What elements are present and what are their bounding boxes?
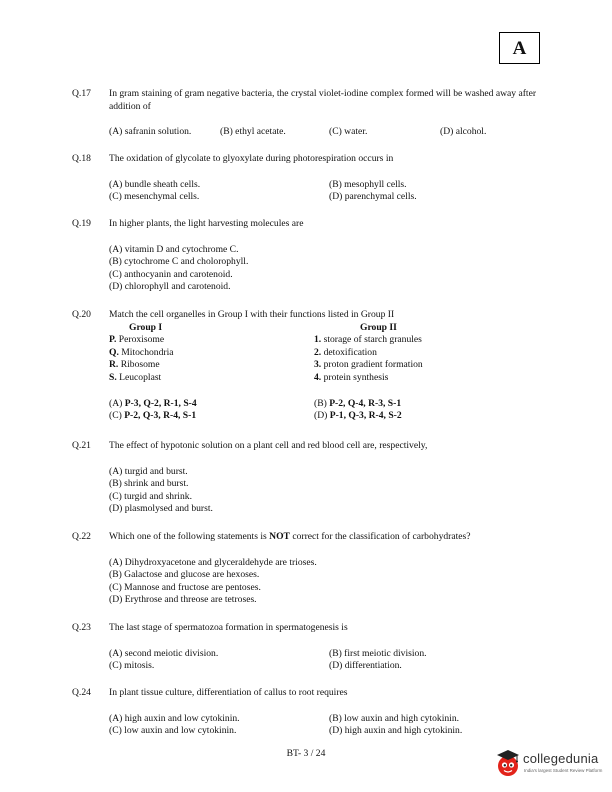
option-a: (A) safranin solution.: [109, 126, 192, 138]
item-value: detoxification: [321, 346, 377, 358]
question-20: [72, 309, 552, 423]
option-a: (A) second meiotic division.: [109, 647, 219, 659]
option-c: (C) mitosis.: [109, 660, 155, 672]
collegedunia-logo: [494, 746, 612, 786]
option-d: (D) Erythrose and threose are tetroses.: [109, 594, 257, 606]
question-number: Q.21: [72, 440, 91, 451]
page-footer: BT- 3 / 24: [286, 748, 326, 759]
option-c: (C) low auxin and low cytokinin.: [109, 725, 237, 737]
question-number: Q.18: [72, 153, 91, 164]
option-label: (D): [314, 410, 330, 422]
question-24: [72, 687, 552, 738]
option-label: (A): [109, 397, 125, 409]
group-1-item: [109, 347, 314, 360]
logo-tagline: India's largest Student Review Platform: [524, 768, 603, 773]
item-key: 2.: [314, 346, 322, 358]
question-text: The oxidation of glycolate to glyoxylate during photorespiration occurs in: [109, 153, 394, 164]
group-1-item: [109, 372, 314, 385]
set-label: A: [512, 37, 527, 59]
option-value: P-2, Q-4, R-3, S-1: [329, 397, 402, 409]
item-value: Leucoplast: [116, 371, 162, 383]
option-c: (C) water.: [329, 126, 368, 138]
option-b: (B) first meiotic division.: [329, 647, 427, 659]
option-label: (C): [109, 410, 125, 422]
item-value: storage of starch granules: [321, 334, 422, 346]
question-text: In higher plants, the light harvesting molecules are: [109, 218, 304, 229]
group-1-item: [109, 359, 314, 372]
option-d: (D) plasmolysed and burst.: [109, 503, 213, 515]
item-key: Q.: [109, 346, 119, 358]
question-text-part: Which one of the following statements is: [109, 531, 270, 542]
option-value: P-2, Q-3, R-4, S-1: [124, 410, 197, 422]
question-text: In plant tissue culture, differentiation of callus to root requires: [109, 687, 348, 698]
option-c: (C) turgid and shrink.: [109, 490, 192, 502]
question-23: [72, 622, 552, 673]
question-text-part: correct for the classification of carbohydrates?: [289, 531, 471, 542]
item-key: 3.: [314, 359, 322, 371]
question-22: [72, 531, 552, 607]
option-b: (B) ethyl acetate.: [220, 126, 286, 138]
item-key: 1.: [314, 334, 322, 346]
option-c: [109, 410, 314, 423]
question-text: Match the cell organelles in Group I with their functions listed in Group II: [109, 309, 395, 320]
question-text: The effect of hypotonic solution on a plant cell and red blood cell are, respectively,: [109, 440, 428, 451]
item-value: Mitochondria: [118, 346, 174, 358]
option-c: (C) anthocyanin and carotenoid.: [109, 268, 233, 280]
option-b: [314, 398, 401, 411]
item-key: P.: [109, 334, 117, 346]
option-d: (D) parenchymal cells.: [329, 191, 417, 203]
option-c: (C) mesenchymal cells.: [109, 191, 200, 203]
option-label: (B): [314, 397, 330, 409]
question-text-emphasis: NOT: [269, 531, 290, 542]
option-a: (A) vitamin D and cytochrome C.: [109, 243, 239, 255]
option-b: (B) mesophyll cells.: [329, 178, 407, 190]
question-number: Q.23: [72, 622, 91, 633]
option-b: (B) cytochrome C and cholorophyll.: [109, 256, 249, 268]
item-key: 4.: [314, 371, 322, 383]
set-label-box: [499, 32, 540, 64]
question-17: [72, 88, 552, 139]
question-number: Q.24: [72, 687, 91, 698]
item-value: protein synthesis: [321, 371, 389, 383]
option-d: (D) alcohol.: [440, 126, 487, 138]
option-a: (A) bundle sheath cells.: [109, 178, 201, 190]
option-a: (A) turgid and burst.: [109, 465, 188, 477]
group-2-title: Group II: [360, 321, 397, 333]
option-a: (A) Dihydroxyacetone and glyceraldehyde are trioses.: [109, 556, 317, 568]
group-2-item: [314, 372, 388, 385]
option-a: [109, 398, 314, 411]
item-value: Ribosome: [118, 359, 160, 371]
option-b: (B) shrink and burst.: [109, 478, 189, 490]
option-b: (B) Galactose and glucose are hexoses.: [109, 569, 260, 581]
graduate-mascot-icon: [494, 748, 522, 778]
logo-name: collegedunia: [523, 751, 599, 766]
question-18: [72, 153, 552, 204]
option-d: [314, 410, 402, 423]
group-2-item: [314, 334, 422, 347]
question-text: In gram staining of gram negative bacteria, the crystal violet-iodine complex formed will be washed away after addition of: [109, 88, 537, 112]
option-d: (D) high auxin and high cytokinin.: [329, 725, 463, 737]
question-number: Q.19: [72, 218, 91, 229]
question-number: Q.22: [72, 531, 91, 542]
question-21: [72, 440, 552, 516]
question-text: [109, 531, 552, 544]
group-1-item: [109, 334, 314, 347]
item-key: R.: [109, 359, 119, 371]
option-d: (D) chlorophyll and carotenoid.: [109, 281, 231, 293]
group-2-item: [314, 359, 423, 372]
match-table: [109, 322, 552, 385]
group-2-item: [314, 347, 377, 360]
question-19: [72, 218, 552, 294]
group-1-title: Group I: [129, 321, 163, 333]
option-value: P-1, Q-3, R-4, S-2: [329, 410, 402, 422]
option-a: (A) high auxin and low cytokinin.: [109, 712, 240, 724]
option-b: (B) low auxin and high cytokinin.: [329, 712, 460, 724]
item-value: Peroxisome: [116, 334, 165, 346]
item-value: proton gradient formation: [321, 359, 423, 371]
option-c: (C) Mannose and fructose are pentoses.: [109, 581, 261, 593]
option-value: P-3, Q-2, R-1, S-4: [124, 397, 197, 409]
question-text: The last stage of spermatozoa formation in spermatogenesis is: [109, 622, 348, 633]
option-d: (D) differentiation.: [329, 660, 402, 672]
question-number: Q.20: [72, 309, 91, 320]
question-number: Q.17: [72, 88, 91, 99]
item-key: S.: [109, 371, 117, 383]
